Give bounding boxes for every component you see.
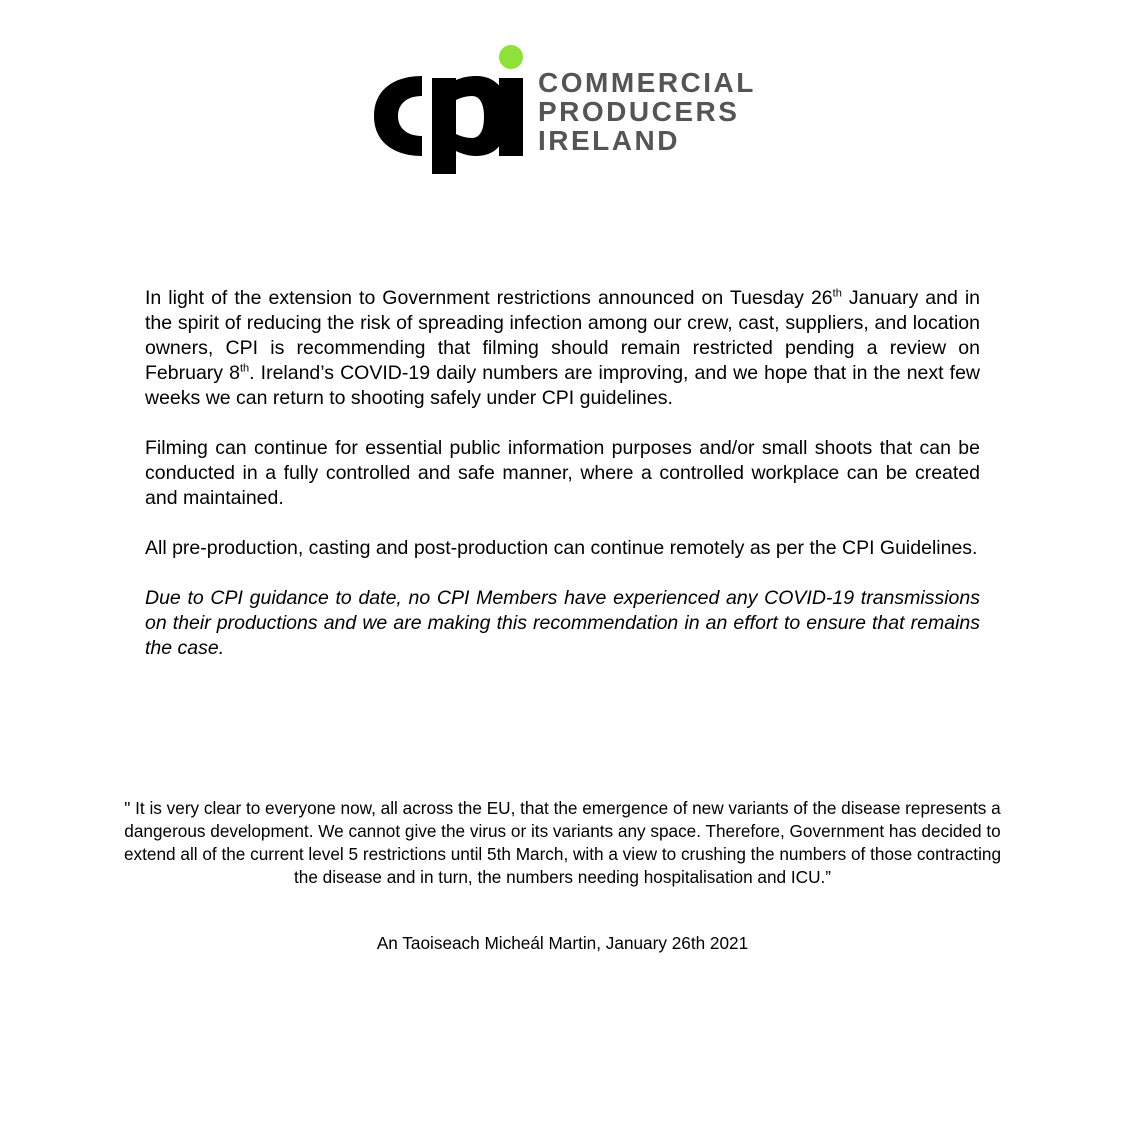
logo-line-producers: PRODUCERS: [538, 96, 740, 127]
p1-text-c: . Ireland’s COVID-19 daily numbers are improving, and we hope that in the next few weeks we can return to shooting safely under CPI guidelines.: [145, 362, 980, 409]
logo-letter-i: [499, 78, 523, 156]
logo-line-ireland: IRELAND: [538, 125, 680, 156]
logo-letter-c: [374, 76, 422, 156]
p1-superscript-1: th: [832, 287, 842, 300]
cpi-logo: [370, 42, 770, 177]
p1-superscript-2: th: [239, 362, 250, 375]
logo-wordmark: [538, 68, 756, 155]
p1-text-a: In light of the extension to Government restrictions announced on Tuesday 26: [145, 287, 833, 309]
statement-paragraph-4: Due to CPI guidance to date, no CPI Members have experienced any COVID-19 transmissions on their productions and we are making this recommendation in an effort to ensure that remains the case.: [145, 587, 980, 659]
cpi-logo-mark: [370, 42, 530, 177]
statement-paragraph-3: All pre-production, casting and post-production can continue remotely as per the CPI Guidelines.: [145, 537, 978, 559]
logo-line-commercial: COMMERCIAL: [538, 67, 756, 98]
logo-letter-p: [432, 76, 508, 174]
logo-green-dot: [499, 45, 523, 69]
taoiseach-quote: " It is very clear to everyone now, all across the EU, that the emergence of new variants of the disease represents a dangerous development. We cannot give the virus or its variants any space. Therefore, Government has decided to extend all of the current level 5 restrictions until 5th March, with a view to crushing the numbers of those contracting the disease and in turn, the numbers needing hospitalisation and ICU.”: [124, 798, 1001, 887]
quote-attribution: An Taoiseach Micheál Martin, January 26th 2021: [376, 933, 749, 953]
statement-paragraph-2: Filming can continue for essential public information purposes and/or small shoots that can be conducted in a fully controlled and safe manner, where a controlled workplace can be created and maintained.: [145, 437, 980, 509]
p1-text-b: January and in the spirit of reducing the risk of spreading infection among our crew, cast, suppliers, and location owners, CPI is recommending that filming should remain restricted pending a review on February 8: [145, 287, 980, 384]
statement-body: [145, 286, 980, 686]
statement-paragraph-1: [145, 286, 980, 411]
